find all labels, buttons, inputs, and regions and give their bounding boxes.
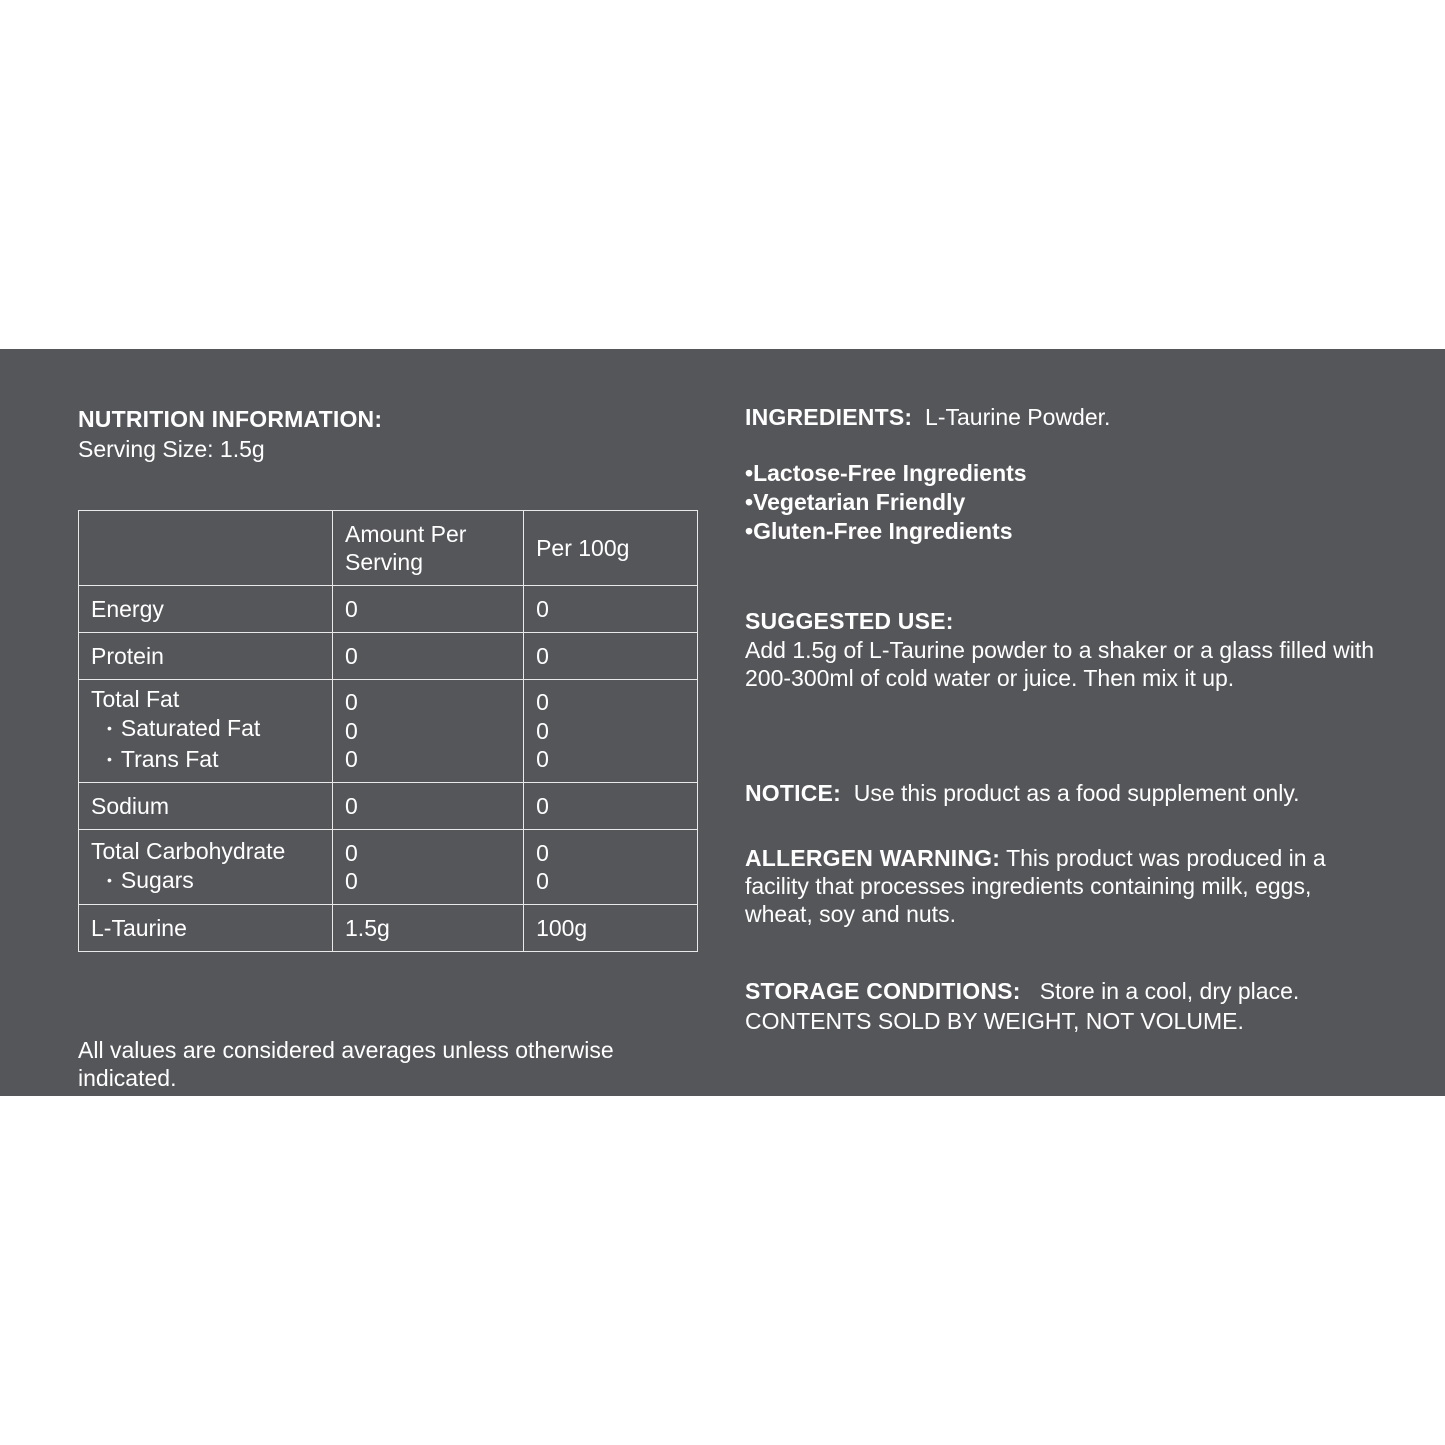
row-serving-value: 0 xyxy=(345,839,358,866)
allergen-heading: ALLERGEN WARNING: xyxy=(745,845,1001,871)
row-per100g-value: 0 xyxy=(524,586,698,633)
nutrition-heading: NUTRITION INFORMATION: xyxy=(78,406,383,432)
nutrition-footnote: All values are considered averages unless otherwise indicated. xyxy=(78,1037,614,1091)
feature-item xyxy=(745,517,1395,546)
allergen-block xyxy=(745,844,1395,928)
row-label: Total Fat xyxy=(91,686,180,713)
ingredients-heading: INGREDIENTS: xyxy=(745,404,913,430)
row-serving-group xyxy=(333,830,524,905)
row-serving-value: 1.5g xyxy=(333,905,524,952)
row-label: L-Taurine xyxy=(79,905,333,952)
subrow-serving-value: 0 xyxy=(345,868,358,894)
row-per100g-value: 0 xyxy=(524,783,698,830)
row-label: Total Carbohydrate xyxy=(91,838,286,864)
storage-heading: STORAGE CONDITIONS: xyxy=(745,978,1021,1004)
subrow-serving-value: 0 xyxy=(345,746,358,773)
subrow-per100g-value: 0 xyxy=(536,717,549,744)
header-cell-serving: Amount Per Serving xyxy=(333,511,524,586)
subrow-per100g-value: 0 xyxy=(536,868,549,894)
notice-block xyxy=(745,779,1395,807)
row-serving-value: 0 xyxy=(345,689,358,716)
row-label-group xyxy=(79,680,333,783)
row-serving-value: 0 xyxy=(333,586,524,633)
row-serving-group xyxy=(333,680,524,783)
serving-size: Serving Size: 1.5g xyxy=(78,436,265,462)
header-cell-per100g: Per 100g xyxy=(524,511,698,586)
ingredients-block xyxy=(745,403,1395,546)
subrow-label: • Sugars xyxy=(91,866,320,898)
nutrition-table xyxy=(78,510,698,952)
feature-label: Vegetarian Friendly xyxy=(753,489,966,515)
ingredients-text: L-Taurine Powder. xyxy=(925,404,1111,430)
table-row xyxy=(79,783,698,830)
feature-item xyxy=(745,459,1395,488)
table-row xyxy=(79,680,698,783)
notice-heading: NOTICE: xyxy=(745,780,841,806)
nutrition-section xyxy=(78,405,708,1091)
row-per100g-value: 0 xyxy=(536,839,549,866)
table-row xyxy=(79,586,698,633)
suggested-use-text: Add 1.5g of L-Taurine powder to a shaker or a glass filled with 200-300ml of cold water or juice. Then mix it up. xyxy=(745,637,1375,691)
row-per100g-value: 100g xyxy=(524,905,698,952)
suggested-use-block xyxy=(745,607,1395,692)
row-per100g-value: 0 xyxy=(524,633,698,680)
row-serving-value: 0 xyxy=(333,783,524,830)
subrow-per100g-value: 0 xyxy=(536,746,549,773)
row-serving-value: 0 xyxy=(333,633,524,680)
storage-text: Store in a cool, dry place. xyxy=(1039,978,1300,1004)
table-row xyxy=(79,830,698,905)
allergen-text: This product was produced in a facility that processes ingredients containing milk, eggs, wheat, soy and nuts. xyxy=(745,845,1326,927)
row-per100g-group xyxy=(524,830,698,905)
header-cell-blank xyxy=(79,511,333,586)
row-label: Protein xyxy=(79,633,333,680)
subrow-serving-value: 0 xyxy=(345,717,358,744)
table-row xyxy=(79,633,698,680)
table-header-row xyxy=(79,511,698,586)
row-label: Energy xyxy=(79,586,333,633)
storage-block xyxy=(745,975,1395,1035)
subrow-label: • Saturated Fat xyxy=(91,714,320,746)
feature-label: Gluten-Free Ingredients xyxy=(753,518,1013,544)
table-row xyxy=(79,905,698,952)
contents-note: CONTENTS SOLD BY WEIGHT, NOT VOLUME. xyxy=(745,1008,1244,1034)
notice-text: Use this product as a food supplement only. xyxy=(853,780,1300,806)
feature-label: Lactose-Free Ingredients xyxy=(753,460,1027,486)
row-label-group xyxy=(79,830,333,905)
row-per100g-group xyxy=(524,680,698,783)
row-label: Sodium xyxy=(79,783,333,830)
label-panel xyxy=(0,349,1445,1096)
suggested-use-heading: SUGGESTED USE: xyxy=(745,608,954,634)
subrow-label: • Trans Fat xyxy=(91,745,320,777)
row-per100g-value: 0 xyxy=(536,689,549,716)
feature-item xyxy=(745,488,1395,517)
feature-list xyxy=(745,459,1395,546)
